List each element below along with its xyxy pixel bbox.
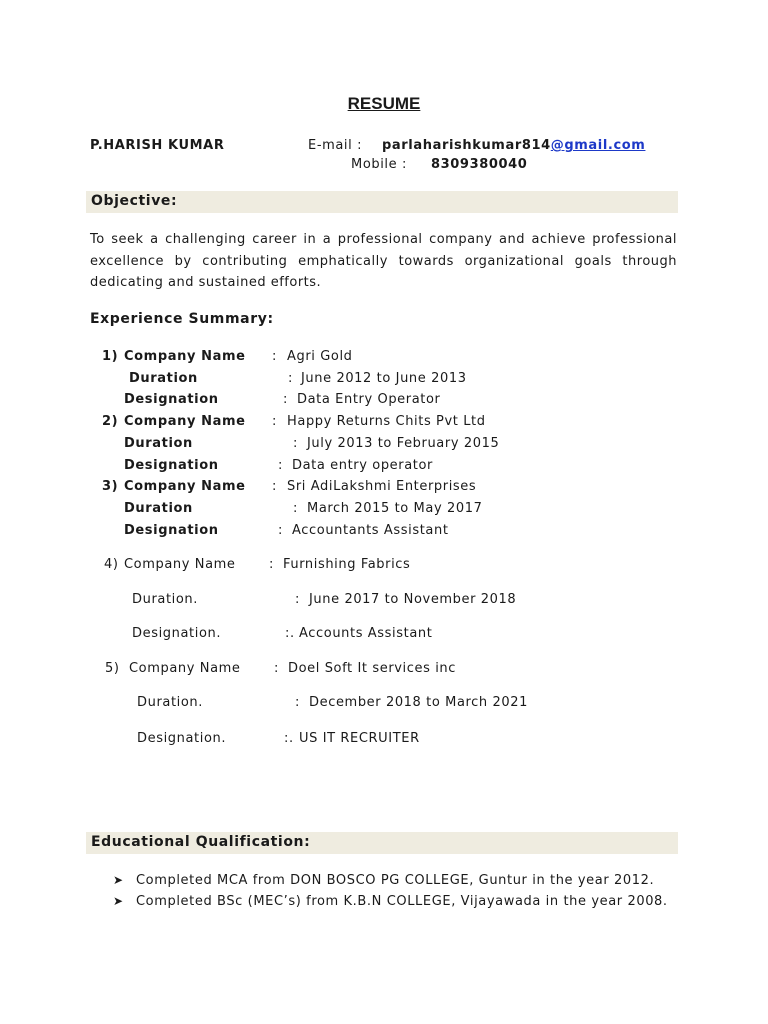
experience-2-designation-label: Designation bbox=[124, 458, 219, 473]
experience-1-designation-label: Designation bbox=[124, 392, 219, 407]
experience-3-company-label: Company Name bbox=[124, 479, 246, 494]
experience-1-duration-sep: : bbox=[288, 371, 293, 386]
experience-3-duration-label: Duration bbox=[124, 501, 193, 516]
mobile-number: 8309380040 bbox=[431, 157, 528, 172]
objective-heading-band bbox=[86, 191, 678, 213]
email-address[interactable] bbox=[382, 138, 645, 153]
arrowhead-bullet-icon: ➤ bbox=[113, 894, 124, 908]
experience-5-company-label: Company Name bbox=[129, 661, 241, 676]
education-heading-band bbox=[86, 832, 678, 854]
experience-4-duration: June 2017 to November 2018 bbox=[309, 592, 517, 607]
email-domain-link[interactable]: @gmail.com bbox=[550, 138, 646, 153]
experience-4-number: 4) bbox=[104, 557, 119, 572]
experience-3-company: Sri AdiLakshmi Enterprises bbox=[287, 479, 477, 494]
experience-2-duration: July 2013 to February 2015 bbox=[307, 436, 500, 451]
objective-heading: Objective: bbox=[91, 193, 178, 209]
experience-1-company-label: Company Name bbox=[124, 349, 246, 364]
candidate-name: P.HARISH KUMAR bbox=[90, 138, 225, 153]
experience-1-designation: Data Entry Operator bbox=[297, 392, 441, 407]
experience-2-number: 2) bbox=[102, 414, 119, 429]
experience-1-duration: June 2012 to June 2013 bbox=[301, 371, 467, 386]
experience-1-designation-sep: : bbox=[283, 392, 288, 407]
education-item-2: Completed BSc (MEC’s) from K.B.N COLLEGE, Vijayawada in the year 2008. bbox=[136, 894, 668, 909]
experience-heading: Experience Summary: bbox=[90, 311, 274, 327]
education-item-1: Completed MCA from DON BOSCO PG COLLEGE, Guntur in the year 2012. bbox=[136, 873, 655, 888]
experience-5-number: 5) bbox=[105, 661, 120, 676]
experience-4-duration-sep: : bbox=[295, 592, 300, 607]
experience-5-company-sep: : bbox=[274, 661, 279, 676]
experience-2-duration-sep: : bbox=[293, 436, 298, 451]
experience-5-duration: December 2018 to March 2021 bbox=[309, 695, 528, 710]
experience-1-company-sep: : bbox=[272, 349, 277, 364]
experience-5-company: Doel Soft It services inc bbox=[288, 661, 457, 676]
arrowhead-bullet-icon: ➤ bbox=[113, 873, 124, 887]
experience-4-designation-sep: :. bbox=[285, 626, 295, 641]
experience-3-designation: Accountants Assistant bbox=[292, 523, 449, 538]
experience-2-company: Happy Returns Chits Pvt Ltd bbox=[287, 414, 486, 429]
experience-5-designation-label: Designation. bbox=[137, 731, 227, 746]
experience-2-duration-label: Duration bbox=[124, 436, 193, 451]
experience-4-company-sep: : bbox=[269, 557, 274, 572]
experience-4-company: Furnishing Fabrics bbox=[283, 557, 411, 572]
education-heading: Educational Qualification: bbox=[91, 834, 311, 850]
email-label: E-mail : bbox=[308, 138, 363, 153]
experience-2-company-sep: : bbox=[272, 414, 277, 429]
experience-4-company-label: Company Name bbox=[124, 557, 236, 572]
experience-1-number: 1) bbox=[102, 349, 119, 364]
experience-3-number: 3) bbox=[102, 479, 119, 494]
experience-5-duration-label: Duration. bbox=[137, 695, 203, 710]
experience-2-designation: Data entry operator bbox=[292, 458, 433, 473]
experience-1-duration-label: Duration bbox=[129, 371, 198, 386]
objective-text: To seek a challenging career in a professional company and achieve professional excellence by contributing emphatically towards organizational goals through dedicating and sustained efforts. bbox=[90, 232, 677, 291]
mobile-label: Mobile : bbox=[351, 157, 407, 172]
experience-5-designation: US IT RECRUITER bbox=[299, 731, 420, 746]
experience-3-designation-label: Designation bbox=[124, 523, 219, 538]
experience-1-company: Agri Gold bbox=[287, 349, 353, 364]
experience-3-duration-sep: : bbox=[293, 501, 298, 516]
experience-3-company-sep: : bbox=[272, 479, 277, 494]
experience-5-duration-sep: : bbox=[295, 695, 300, 710]
experience-2-designation-sep: : bbox=[278, 458, 283, 473]
experience-4-duration-label: Duration. bbox=[132, 592, 198, 607]
resume-title: RESUME bbox=[347, 94, 421, 113]
experience-5-designation-sep: :. bbox=[284, 731, 294, 746]
experience-3-designation-sep: : bbox=[278, 523, 283, 538]
experience-3-duration: March 2015 to May 2017 bbox=[307, 501, 483, 516]
experience-4-designation: Accounts Assistant bbox=[299, 626, 433, 641]
email-user: parlaharishkumar814 bbox=[382, 138, 551, 153]
experience-2-company-label: Company Name bbox=[124, 414, 246, 429]
experience-4-designation-label: Designation. bbox=[132, 626, 222, 641]
